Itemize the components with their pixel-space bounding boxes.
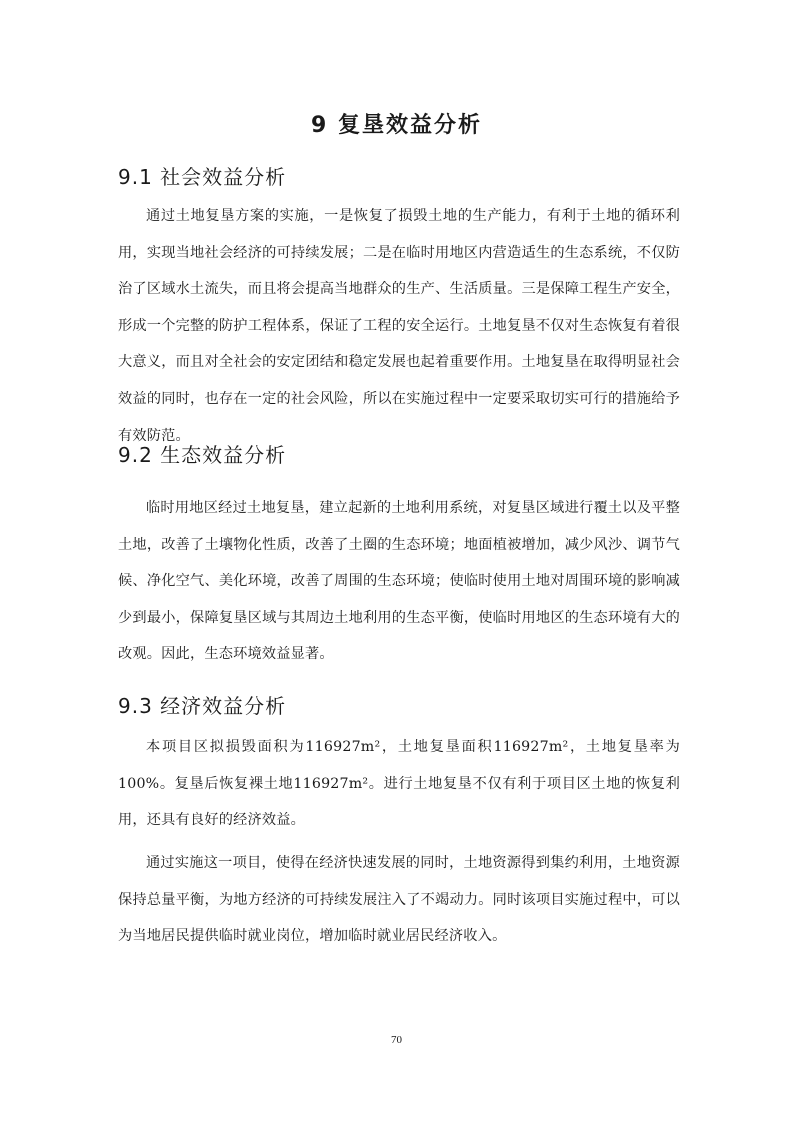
chapter-title: 9 复垦效益分析 — [311, 113, 482, 138]
section-heading-economic: 9.3 经济效益分析 — [118, 694, 287, 718]
page-number: 70 — [391, 1034, 402, 1046]
paragraph-ecological-benefit: 临时用地区经过土地复垦，建立起新的土地利用系统，对复垦区域进行覆土以及平整土地，改善了土壤物化性质，改善了土圈的生态环境；地面植被增加，减少风沙、调节气候、净化空气、美化环境，改善了周围的生态环境；使临时使用土地对周围环境的影响减少到最小，保障复垦区域与其周边土地利用的生态平衡，使临时用地区的生态环境有大的改观。因此，生态环境效益显著。 — [118, 500, 680, 663]
paragraph-social-benefit: 通过土地复垦方案的实施，一是恢复了损毁土地的生产能力，有利于土地的循环利用，实现当地社会经济的可持续发展；二是在临时用地区内营造适生的生态系统，不仅防治了区域水土流失，而且将会提高当地群众的生产、生活质量。三是保障工程生产安全，形成一个完整的防护工程体系，保证了工程的安全运行。土地复垦不仅对生态恢复有着很大意义，而且对全社会的安定团结和稳定发展也起着重要作用。土地复垦在取得明显社会效益的同时，也存在一定的社会风险，所以在实施过程中一定要采取切实可行的措施给予有效防范。 — [118, 208, 680, 444]
section-heading-social: 9.1 社会效益分析 — [118, 165, 287, 189]
paragraph-economic-development: 通过实施这一项目，使得在经济快速发展的同时，土地资源得到集约利用，土地资源保持总量平衡，为地方经济的可持续发展注入了不竭动力。同时该项目实施过程中，可以为当地居民提供临时就业岗位，增加临时就业居民经济收入。 — [118, 855, 680, 945]
section-heading-ecological: 9.2 生态效益分析 — [118, 443, 287, 467]
paragraph-economic-benefit: 本项目区拟损毁面积为116927m²，土地复垦面积116927m²，土地复垦率为100%。复垦后恢复裸土地116927m²。进行土地复垦不仅有利于项目区土地的恢复利用，还具有良好的经济效益。 — [118, 739, 680, 829]
